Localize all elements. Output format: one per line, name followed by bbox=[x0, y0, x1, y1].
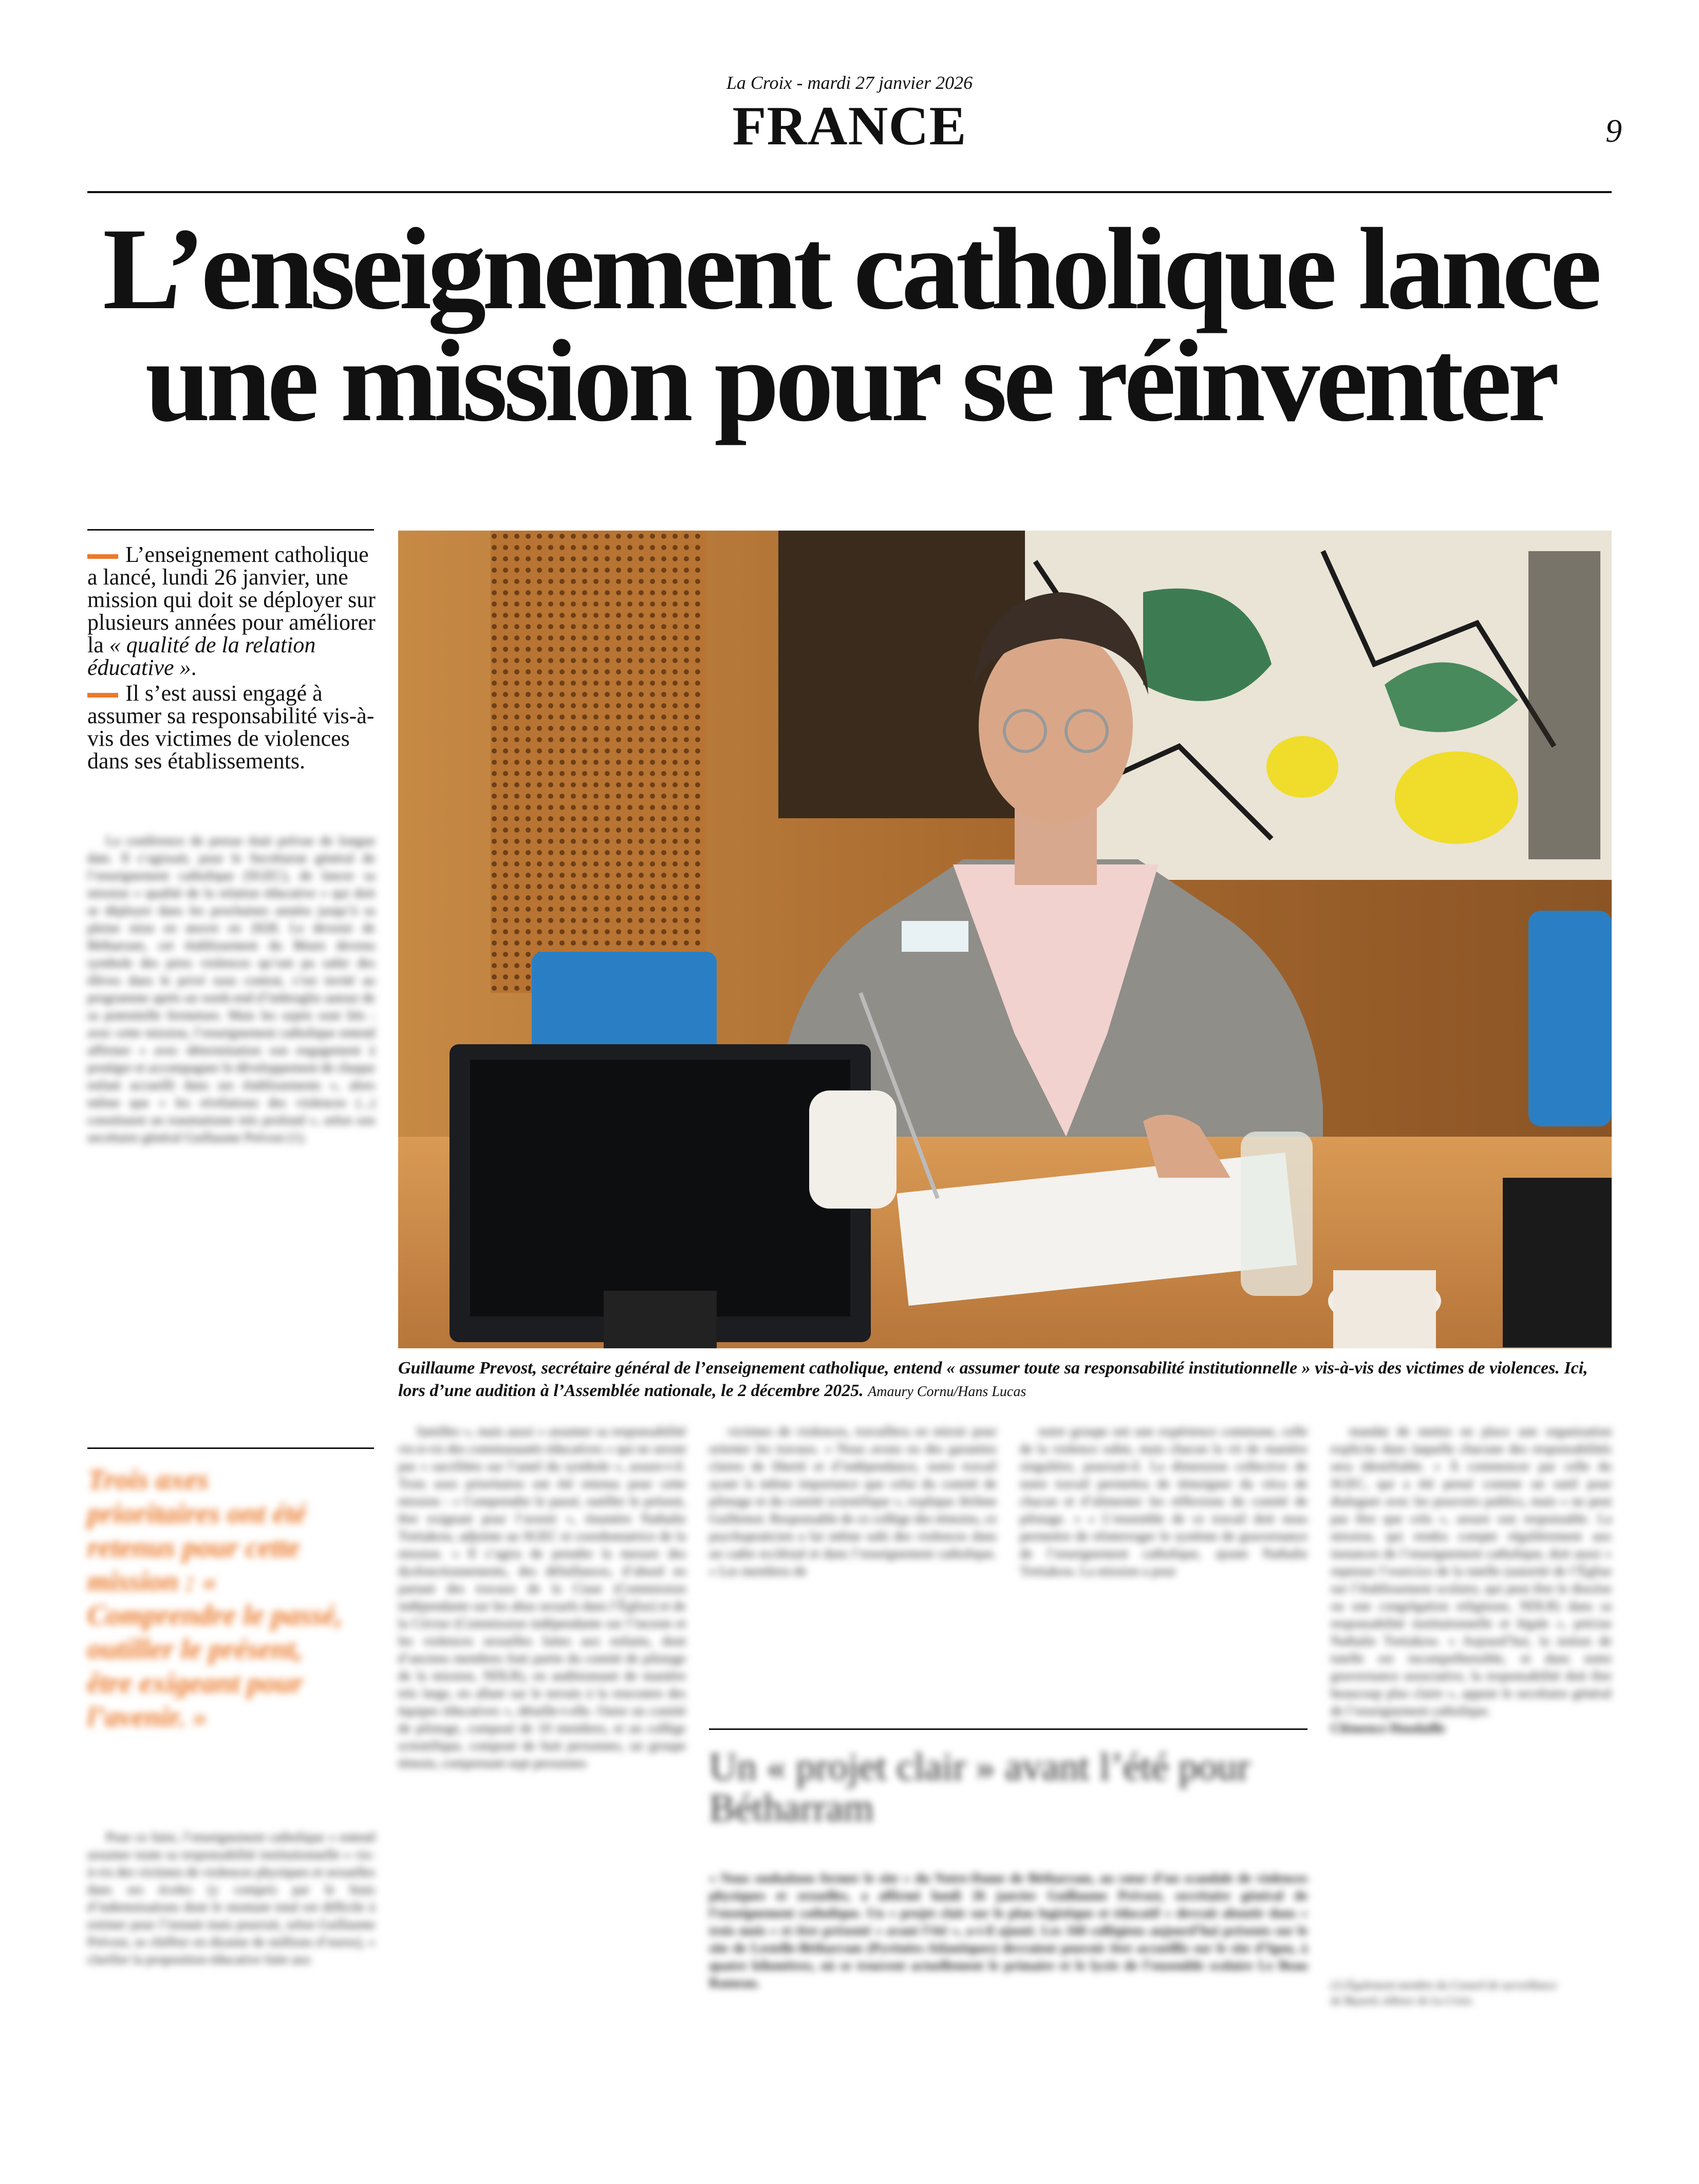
body-column-1b: Pour ce faire, l’enseignement catholique « entend assumer toute sa responsabilité institutionnelle » vis-à-vis des victimes de violences physiques et sexuelles dans ses écoles (y compris par le biais d’indemnisations dont le montant total est difficile à estimer pour l’instant mais pourrait, selon Guillaume Prévost, se chiffrer en dizaine de millions d’euros), « clarifier la proposition éducative faite aux bbox=[87, 1830, 375, 1967]
body-column-3: victimes de violences, travaillera en miroir pour orienter les travaux. « Nous avons eu des garanties claires de liberté et d’indépendance, notre travail ayant la même importance que celui du comité de pilotage et du comité scientifique », explique Jérôme Guillemot. Responsable de ce collège des témoins, ce psychopraticien a lui même subi des violences dans un cadre ecclésial et dans l’enseignement catholique. « Les membres de bbox=[709, 1424, 997, 1578]
orange-dash-icon bbox=[87, 693, 118, 698]
orange-dash-icon bbox=[87, 554, 118, 559]
footnote: (1) Également membre du Conseil de surveillance de Bayard, éditeur de La Croix. bbox=[1331, 1979, 1557, 2007]
article-photo bbox=[398, 531, 1612, 1348]
photo-caption: Guillaume Prevost, secrétaire général de l’enseignement catholique, entend « assumer toute sa responsabilité institutionnelle » vis-à-vis des victimes de violences. Ici, lors d’une audition à l’Assemblée nationale, le 2 décembre 2025. Amaury Cornu/Hans Lucas bbox=[398, 1359, 1588, 1400]
photo-illustration bbox=[398, 531, 1612, 1348]
summary-point-1: L’enseignement catholique a lancé, lundi 26 janvier, une mission qui doit se déployer sur plusieurs années pour améliorer la « qualité de la relation éducative ». bbox=[87, 542, 376, 680]
body-column-5: mandat de mettre en place une organisation explicite dans laquelle chacune des responsabilités sera identifiable. » À commencer par celle du SGEC, qui a été pensé comme un outil pour dialoguer avec les pouvoirs publics, mais « ne peut pas être que cela », assure son responsable. La mission, qui rendra compte régulièrement aux instances de l’enseignement catholique, doit aussi « repenser l’exercice de la tutelle (autorité de l’Église sur l’établissement scolaire, qui peut être le diocèse ou une congrégation religieuse, NDLR) dans sa responsabilité institutionnelle et légale », précise Nathalie Tretiakow. « Aujourd’hui, la notion de tutelle est incompréhensible, et dans notre gouvernance associative, la responsabilité doit être beaucoup plus claire », appuie le secrétaire général de l’enseignement catholique. Clémence Houdaille bbox=[1331, 1423, 1612, 1737]
page-number: 9 bbox=[1605, 112, 1622, 149]
body-column-2: familles », mais aussi « assumer sa responsabilité vis-à-vis des communautés éducatives » qui ne seront pas « sacrifiées sur l’autel du symbole », assure-t-il. Trois axes prioritaires ont été retenus pour cette mission : « Comprendre le passé, outiller le présent, être exigeant pour l’avenir », énumère Nathalie Tretiakow, adjointe au SGEC et coordonnatrice de la mission. « Il s’agira de prendre la mesure des dysfonctionnements, des défaillances, d’abord en partant des travaux de la Ciase (Commission indépendante sur les abus sexuels dans l’Église) et de la Ciivise (Commission indépendante sur l’inceste et les violences sexuelles faites aux enfants, dont d’anciens membres font partie du comité de pilotage de la mission, NDLR), en auditionnant de manière très large, en allant sur le terrain à la rencontre des équipes éducatives », détaille-t-elle. Outre un comité de pilotage, composé de 10 membres, et un collège scientifique, composé de huit personnes, un groupe témoin, comprenant sept personnes bbox=[398, 1424, 686, 1771]
box-body: « Nous souhaitons fermer le site » du Notre-Dame de Bétharram, au cœur d’un scandale de violences physiques et sexuelles, a affirmé lundi 26 janvier Guillaume Prévost, secrétaire général de l’enseignement catholique. Un « projet clair sur le plan logistique et éducatif » devrait aboutir dans « trois mois » et être présenté « avant l’été », a-t-il ajouté. Les 160 collégiens aujourd’hui présents sur le site de Lestelle-Bétharram (Pyrénées-Atlantiques) devraient pouvoir être accueillis sur le site d’Igon, à quatre kilomètres, où se trouvent actuellement le primaire et le lycée de l’ensemble scolaire Le Beau Rameau. bbox=[709, 1871, 1308, 1990]
header-rule bbox=[87, 191, 1612, 193]
box-rule bbox=[709, 1728, 1308, 1730]
issue-date-kicker: La Croix - mardi 27 janvier 2026 bbox=[726, 72, 973, 93]
summary-point-2: Il s’est aussi engagé à assumer sa responsabilité vis-à-vis des victimes de violences dans ses établissements. bbox=[87, 681, 375, 774]
summary-rule bbox=[87, 529, 374, 531]
photo-credit: Amaury Cornu/Hans Lucas bbox=[868, 1384, 1026, 1400]
article-summary bbox=[87, 543, 380, 776]
box-subhead: Un « projet clair » avant l’été pour Bétharram bbox=[709, 1745, 1250, 1830]
pull-quote: Trois axes prioritaires ont été retenus pour cette mission : « Comprendre le passé, outiller le présent, être exigeant pour l’avenir. » bbox=[87, 1464, 343, 1733]
article-headline: L’enseignement catholique lance une mission pour se réinventer bbox=[102, 204, 1598, 446]
author-signature: Clémence Houdaille bbox=[1331, 1721, 1446, 1736]
body-column-4: notre groupe ont une expérience commune, celle de la violence subie, mais chacun la vit de manière singulière, poursuit-il. La dimension collective de notre travail permettra de témoigner du vécu de chacun et d’alimenter les réflexions du comité de pilotage. » « L’ensemble de ce travail doit nous permettre de réinterroger le système de gouvernance de l’enseignement catholique, ajoute Nathalie Tretiakow. La mission a pour bbox=[1020, 1424, 1308, 1578]
pull-quote-rule bbox=[87, 1447, 374, 1449]
body-column-1: La conférence de presse était prévue de longue date. Il s’agissait, pour le Secrétariat général de l’enseignement catholique (SGEC), de lancer sa mission « qualité de la relation éducative » qui doit se déployer dans les prochaines années jusqu’à sa pleine mise en œuvre en 2028. Le devenir de Bétharram, cet établissement du Béarn devenu symbole des pires violences qu’ont pu subir des élèves dans le privé sous contrat, s’est invité au programme après un week-end d’imbroglio autour de sa potentielle fermeture. Mais les sujets sont liés : avec cette mission, l’enseignement catholique entend affirmer « avec détermination son engagement à protéger et accompagner le développement de chaque enfant accueilli dans ses établissements », alors même que « les révélations des violences (...) constituent un traumatisme très profond », selon son secrétaire général Guillaume Prévost (1). bbox=[87, 833, 375, 1145]
section-title: FRANCE bbox=[732, 96, 967, 157]
